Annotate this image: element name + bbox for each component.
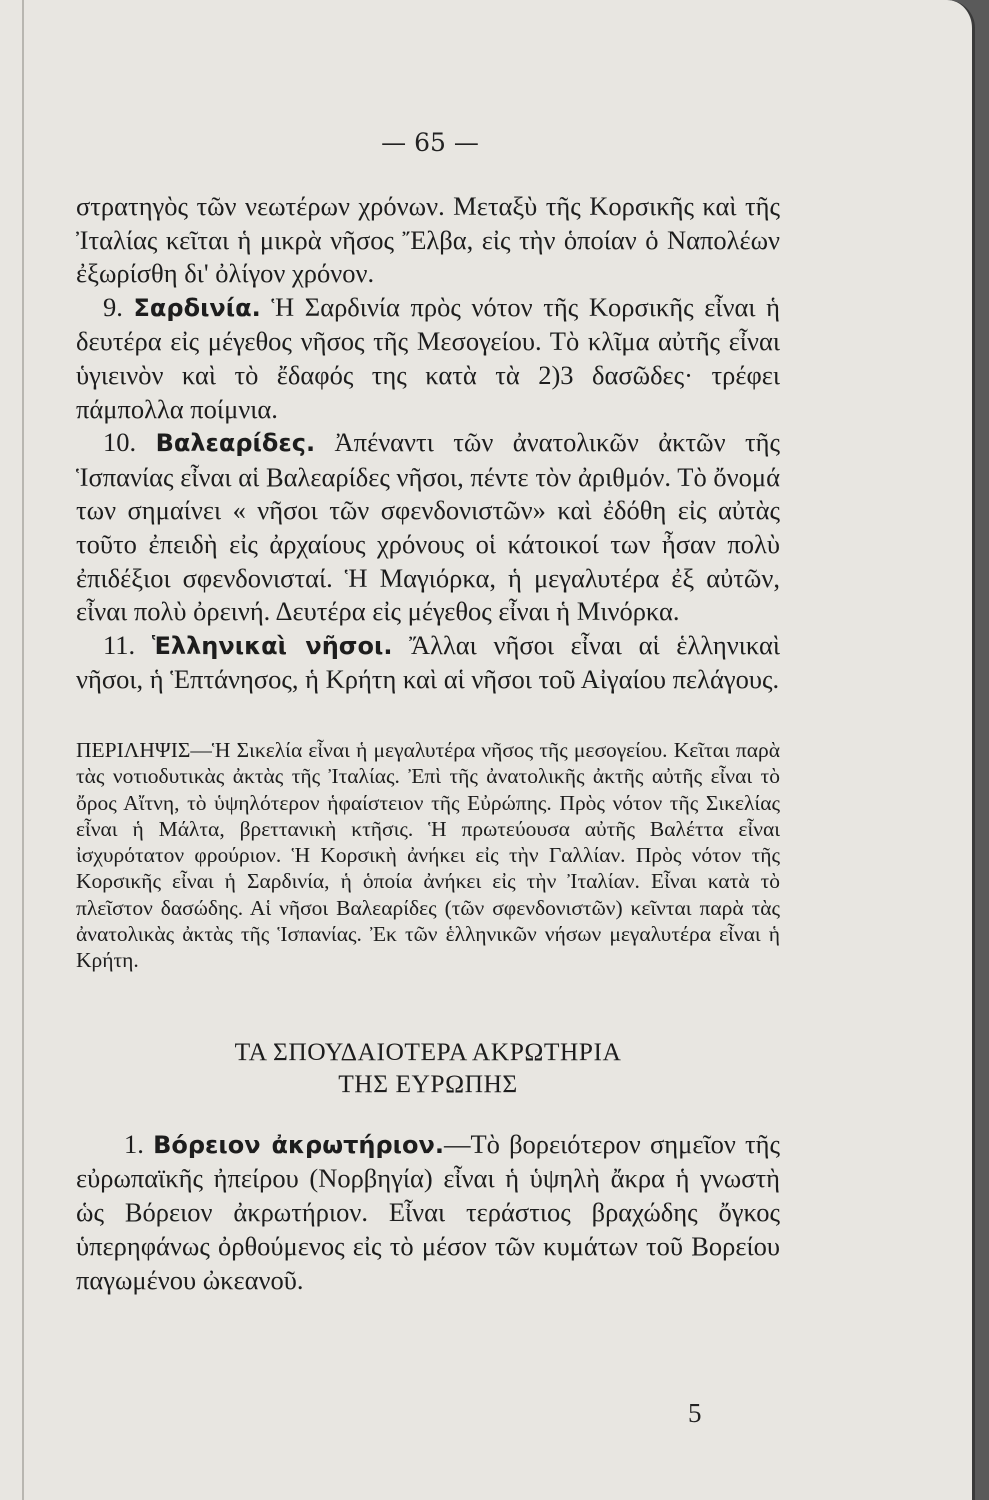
- paragraph-number: 9.: [103, 291, 123, 322]
- paragraph-heading: Βαλεαρίδες.: [155, 429, 316, 458]
- paragraph-text: Ἀπέναντι τῶν ἀνατολικῶν ἀκτῶν τῆς Ἱσπανίας εἶναι αἱ Βαλεαρίδες νῆσοι, πέντε τὸν ἀριθμόν. Τὸ ὄνομά των σημαίνει « νῆσοι τῶν σφενδονιστῶν» καὶ ἐδόθη εἰς αὐτὰς τοῦτο ἐπειδὴ εἰς ἀρχαίους χρόνους οἱ κάτοικοί των ἦσαν πολὺ ἐπιδέξιοι σφενδονισταί. Ἡ Μαγιόρκα, ἡ μεγαλυτέρα ἐξ αὐτῶν, εἶναι πολὺ ὀρεινή. Δευτέρα εἰς μέγεθος εἶναι ἡ Μινόρκα.: [76, 427, 781, 627]
- paragraph-number: 10.: [103, 427, 137, 458]
- paragraph-heading: Βόρειον ἀκρωτήριον.: [153, 1130, 444, 1159]
- paragraph-number: 11.: [103, 629, 136, 660]
- paragraph-number: 1.: [124, 1128, 144, 1159]
- paragraph-balearic: [76, 426, 780, 629]
- section-title: [76, 1036, 780, 1100]
- page-number: — 65 —: [381, 128, 479, 157]
- paragraph-heading: Ἑλληνικαὶ νῆσοι.: [151, 631, 393, 660]
- signature-mark: 5: [688, 1398, 702, 1428]
- paragraph-greek-islands: [76, 629, 780, 697]
- paragraph-sardinia: [76, 291, 780, 426]
- section-title-line1: ΤΑ ΣΠΟΥΔΑΙΟΤΕΡΑ ΑΚΡΩΤΗΡΙΑ: [234, 1036, 622, 1066]
- section-body: [76, 1128, 780, 1298]
- paragraph-text: Ἡ Σαρδινία πρὸς νότον τῆς Κορσικῆς εἶναι ἡ δευτέρα εἰς μέγεθος νῆσος τῆς Μεσογείου. Τὸ κλῖμα αὐτῆς εἶναι ὑγιεινὸν καὶ τὸ ἔδαφός της κατὰ τὰ 2)3 δασῶδες· τρέφει πάμπολλα ποίμνια.: [76, 291, 781, 424]
- paragraph-text: —Τὸ βορειότερον σημεῖον τῆς εὐρωπαϊκῆς ἠπείρου (Νορβηγία) εἶναι ἡ ὑψηλὴ ἄκρα ἡ γνωστὴ ὡς Βόρειον ἀκρωτήριον. Εἶναι τεράστιος βραχώδης ὄγκος ὑπερηφάνως ὀρθούμενος εἰς τὸ μέσον τῶν κυμάτων τοῦ Βορείου παγωμένου ὠκεανοῦ.: [76, 1128, 780, 1295]
- paragraph-north-cape: [76, 1128, 780, 1298]
- paragraph-heading: Σαρδινία.: [133, 293, 261, 322]
- paragraph-corsica-end: [76, 190, 780, 291]
- summary-block: [76, 737, 780, 974]
- body-text: [76, 190, 780, 697]
- section-title-line2: ΤΗΣ ΕΥΡΩΠΗΣ: [338, 1068, 518, 1098]
- paragraph-text: στρατηγὸς τῶν νεωτέρων χρόνων. Μεταξὺ τῆς Κορσικῆς καὶ τῆς Ἰταλίας κεῖται ἡ μικρὰ νῆσος Ἔλβα, εἰς τὴν ὁποίαν ὁ Ναπολέων ἐξωρίσθη δι' ὀλίγον χρόνον.: [76, 191, 780, 289]
- summary-text: ΠΕΡΙΛΗΨΙΣ—Ἡ Σικελία εἶναι ἡ μεγαλυτέρα νῆσος τῆς μεσογείου. Κεῖται παρὰ τὰς νοτιοδυτικὰς ἀκτὰς τῆς Ἰταλίας. Ἐπὶ τῆς ἀνατολικῆς ἀκτῆς αὐτῆς εἶναι τὸ ὄρος Αἴτνη, τὸ ὑψηλότερον ἡφαίστειον τῆς Εὐρώπης. Πρὸς νότον τῆς Σικελίας εἶναι ἡ Μάλτα, βρεττανικὴ κτῆσις. Ἡ πρωτεύουσα αὐτῆς Βαλέττα εἶναι ἰσχυρότατον φρούριον. Ἡ Κορσικὴ ἀνήκει εἰς τὴν Γαλλίαν. Πρὸς νότον τῆς Κορσικῆς εἶναι ἡ Σαρδινία, ἡ ὁποία ἀνήκει εἰς τὴν Ἰταλίαν. Εἶναι κατὰ τὸ πλεῖστον δασώδης. Αἱ νῆσοι Βαλεαρίδες (τῶν σφενδονιστῶν) κεῖνται παρὰ τὰς ἀνατολικὰς ἀκτὰς τῆς Ἱσπανίας. Ἐκ τῶν ἑλληνικῶν νήσων μεγαλυτέρα εἶναι ἡ Κρήτη.: [76, 737, 780, 973]
- page-content: [76, 190, 780, 1298]
- paragraph-text: Ἄλλαι νῆσοι εἶναι αἱ ἑλληνικαὶ νῆσοι, ἡ Ἑπτάνησος, ἡ Κρήτη καὶ αἱ νῆσοι τοῦ Αἰγαίου πελάγους.: [76, 629, 780, 695]
